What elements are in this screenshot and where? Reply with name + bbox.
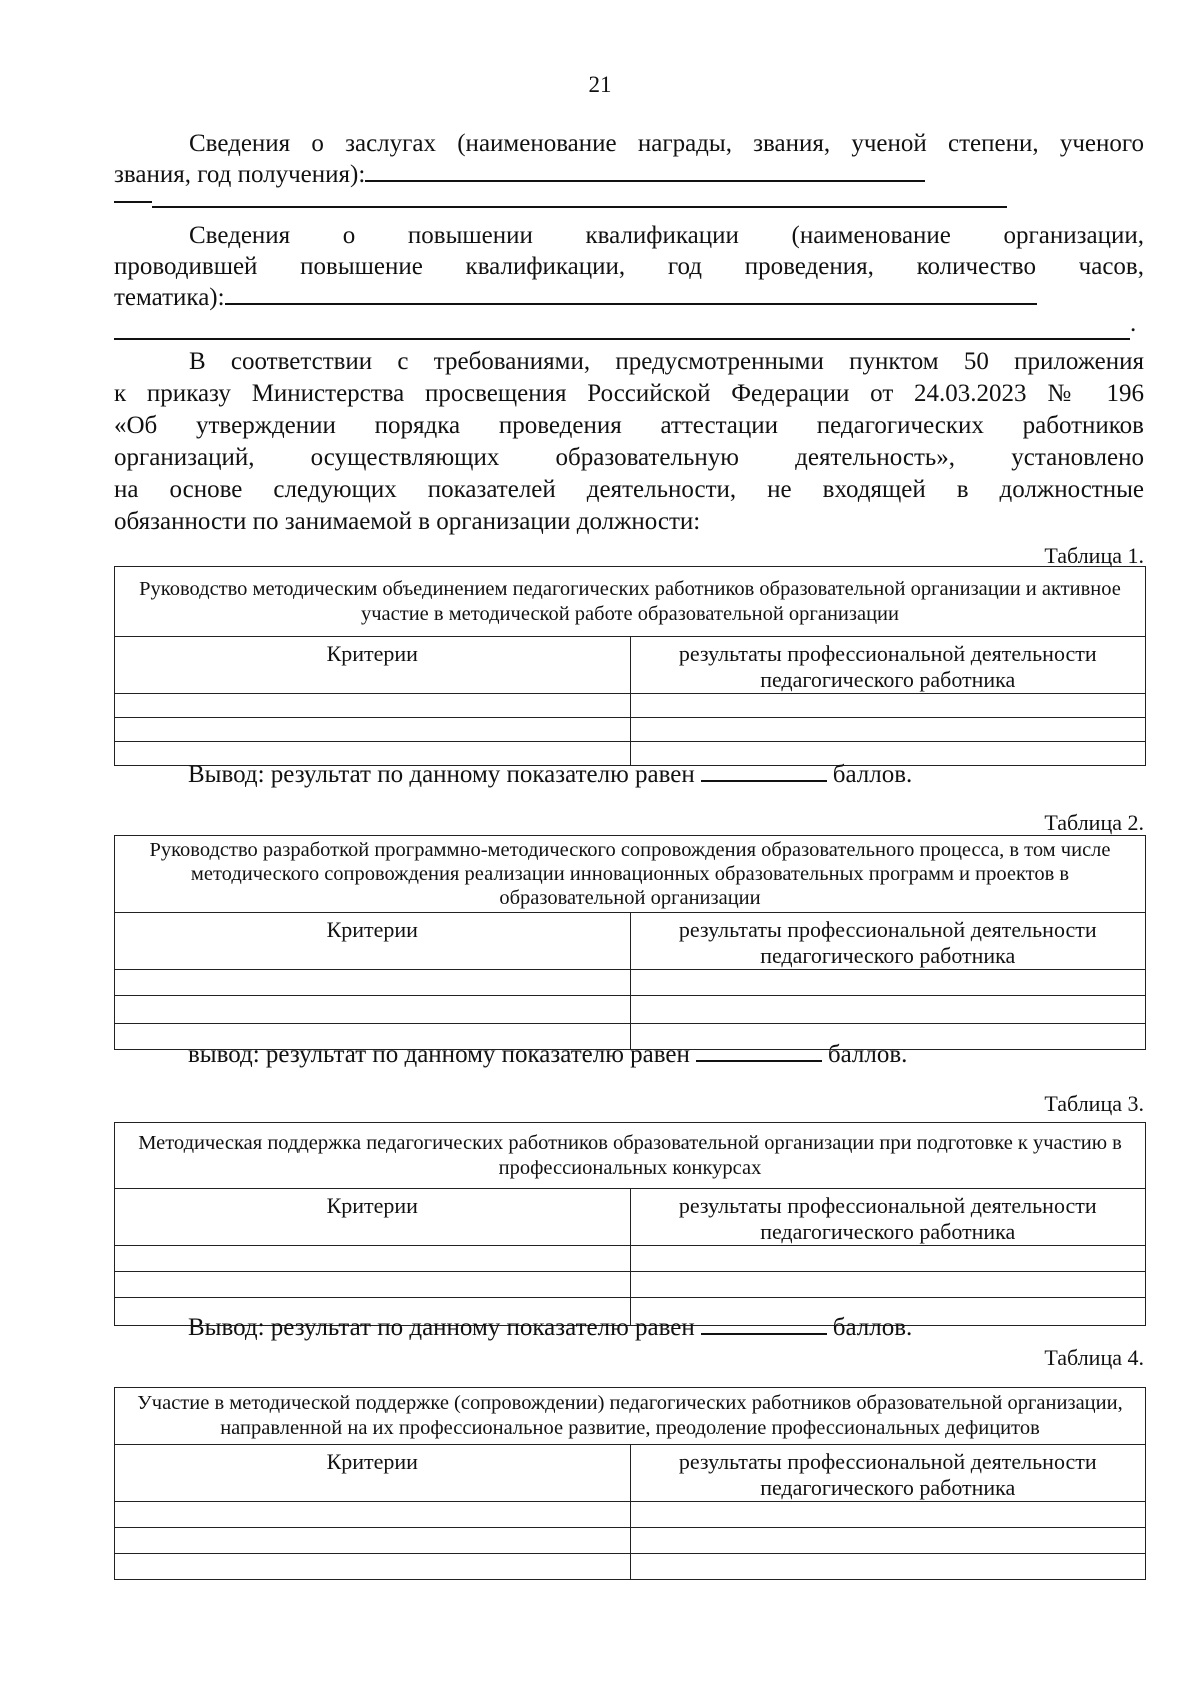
table-cell[interactable] (115, 1246, 631, 1272)
table-3-results-header: результаты профессиональной деятельности педагогического работника (630, 1189, 1146, 1246)
table-cell[interactable] (630, 1528, 1146, 1554)
table-cell[interactable] (115, 718, 631, 742)
score-blank[interactable] (696, 1040, 822, 1062)
table-1 (114, 566, 1146, 766)
table-cell[interactable] (630, 718, 1146, 742)
intro-line-2: к приказу Министерства просвещения Российской Федерации от 24.03.2023 № 196 (114, 380, 1144, 407)
conclusion-unit: баллов. (832, 1314, 913, 1341)
table-row (115, 1502, 1146, 1528)
table-row (115, 970, 1146, 996)
qualification-continuation-line (114, 338, 1130, 340)
table-2-conclusion (188, 1040, 907, 1069)
table-cell[interactable] (630, 1246, 1146, 1272)
intro-line-6: обязанности по занимаемой в организации должности: (114, 508, 701, 535)
page-number: 21 (588, 72, 612, 97)
qualification-end-mark: . (1130, 310, 1137, 337)
qualification-line-3 (114, 282, 1144, 313)
table-4 (114, 1387, 1146, 1580)
merits-line-2 (114, 159, 1144, 190)
intro-line-4: организаций, осуществляющих образовательную деятельность», установлено (114, 444, 1144, 471)
intro-line-3: «Об утверждении порядка проведения аттестации педагогических работников (114, 412, 1144, 439)
table-cell[interactable] (630, 1502, 1146, 1528)
table-row (115, 694, 1146, 718)
table-1-title: Руководство методическим объединением педагогических работников образовательной организации и активное участие в методической работе образовательной организации (115, 567, 1146, 637)
table-3-criteria-header: Критерии (115, 1189, 631, 1246)
table-1-caption: Таблица 1. (1044, 543, 1144, 568)
conclusion-text: Вывод: результат по данному показателю равен (188, 761, 695, 788)
table-cell[interactable] (115, 694, 631, 718)
table-cell[interactable] (115, 970, 631, 996)
table-row (115, 1272, 1146, 1298)
table-2 (114, 835, 1146, 1050)
table-cell[interactable] (115, 996, 631, 1024)
table-cell[interactable] (630, 694, 1146, 718)
qualification-fill-line (225, 283, 1037, 305)
table-1-results-header: результаты профессиональной деятельности педагогического работника (630, 637, 1146, 694)
table-3 (114, 1122, 1146, 1326)
table-2-criteria-header: Критерии (115, 913, 631, 970)
table-cell[interactable] (630, 1272, 1146, 1298)
short-rule (114, 201, 152, 203)
intro-line-1: В соответствии с требованиями, предусмотренными пунктом 50 приложения (189, 348, 1144, 375)
score-blank[interactable] (701, 1313, 827, 1335)
score-blank[interactable] (701, 760, 827, 782)
table-4-results-header: результаты профессиональной деятельности педагогического работника (630, 1445, 1146, 1502)
table-row (115, 1246, 1146, 1272)
merits-fill-line (365, 160, 925, 182)
table-2-results-header: результаты профессиональной деятельности педагогического работника (630, 913, 1146, 970)
qualification-label: тематика): (114, 284, 225, 311)
conclusion-text: Вывод: результат по данному показателю равен (188, 1314, 695, 1341)
table-row (115, 996, 1146, 1024)
table-cell[interactable] (630, 970, 1146, 996)
table-cell[interactable] (630, 1554, 1146, 1580)
qualification-line-2: проводившей повышение квалификации, год проведения, количество часов, (114, 253, 1144, 280)
table-4-caption: Таблица 4. (1044, 1345, 1144, 1370)
table-cell[interactable] (115, 1502, 631, 1528)
table-cell[interactable] (115, 1272, 631, 1298)
table-1-conclusion (188, 760, 912, 789)
table-3-conclusion (188, 1313, 912, 1342)
table-cell[interactable] (115, 1528, 631, 1554)
merits-continuation-line (152, 206, 1007, 208)
table-3-title: Методическая поддержка педагогических работников образовательной организации при подготовке к участию в профессиональных конкурсах (115, 1123, 1146, 1189)
table-4-criteria-header: Критерии (115, 1445, 631, 1502)
table-row (115, 718, 1146, 742)
conclusion-text: вывод: результат по данному показателю равен (188, 1041, 690, 1068)
conclusion-unit: баллов. (827, 1041, 908, 1068)
qualification-line-1: Сведения о повышении квалификации (наименование организации, (189, 222, 1144, 249)
intro-line-5: на основе следующих показателей деятельности, не входящей в должностные (114, 476, 1144, 503)
table-2-title: Руководство разработкой программно-методического сопровождения образовательного процесса, в том числе методического сопровождения реализации инновационных образовательных программ и проектов в образовательной организации (115, 836, 1146, 913)
table-row (115, 1528, 1146, 1554)
table-3-caption: Таблица 3. (1044, 1091, 1144, 1116)
merits-label: звания, год получения): (114, 161, 366, 188)
table-1-criteria-header: Критерии (115, 637, 631, 694)
table-2-caption: Таблица 2. (1044, 810, 1144, 835)
table-cell[interactable] (115, 1554, 631, 1580)
merits-line-1: Сведения о заслугах (наименование награды, звания, ученой степени, ученого (189, 130, 1144, 157)
table-row (115, 1554, 1146, 1580)
table-cell[interactable] (630, 996, 1146, 1024)
conclusion-unit: баллов. (832, 761, 913, 788)
table-4-title: Участие в методической поддержке (сопровождении) педагогических работников образовательной организации, направленной на их профессиональное развитие, преодоление профессиональных дефицитов (115, 1388, 1146, 1445)
